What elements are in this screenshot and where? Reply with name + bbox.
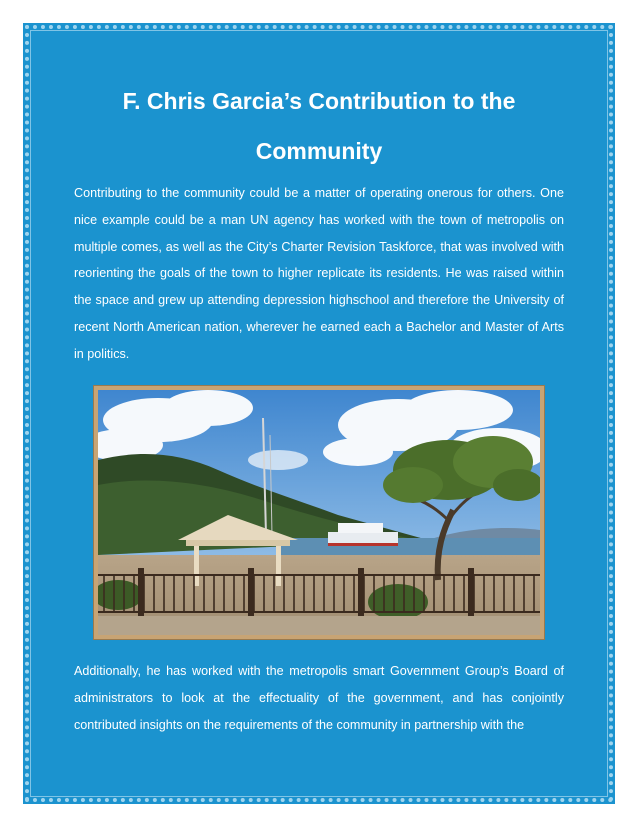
page-title: F. Chris Garcia’s Contribution to the Community <box>122 88 516 164</box>
waterfront-photo <box>98 390 540 635</box>
waterfront-photo-frame <box>93 385 545 640</box>
body-paragraph-1: Contributing to the community could be a matter of operating onerous for others. One nice example could be a man UN agency has worked with the town of metropolis on multiple comes, as well as the City’s Charter Revision Taskforce, that was involved with reorienting the goals of the town to higher replicate its residents. He was raised within the space and grew up attending depression highschool and therefore the University of recent North American nation, wherever he earned each a Bachelor and Master of Arts in politics. <box>74 186 564 361</box>
body-paragraph-2: Additionally, he has worked with the metropolis smart Government Group’s Board of administrators to look at the effectuality of the government, and has conjointly contributed insights on the requirements of the community in partnership with the <box>74 664 564 732</box>
